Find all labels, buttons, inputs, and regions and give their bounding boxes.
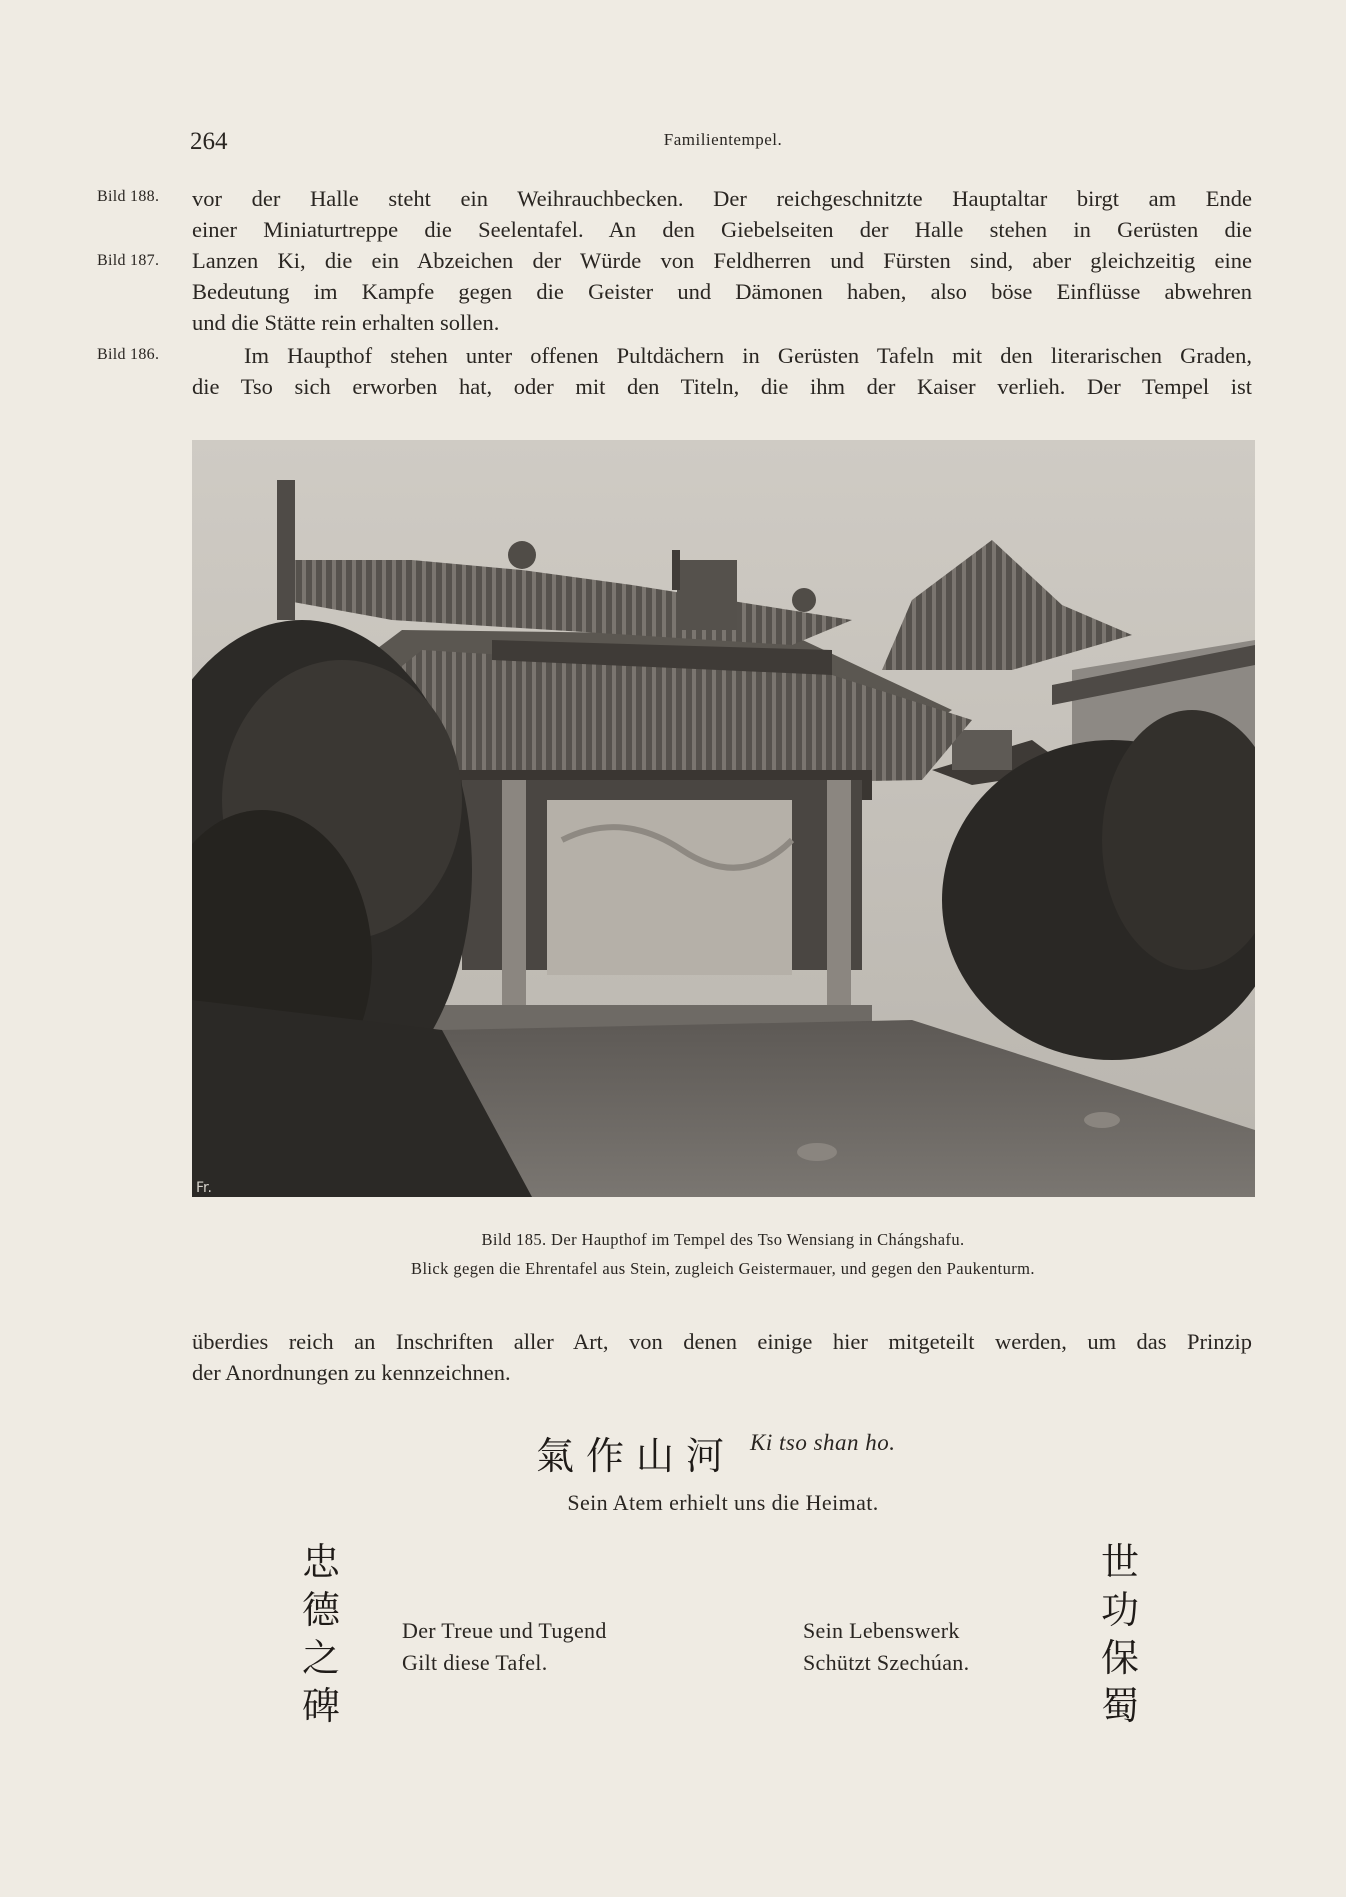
- temple-courtyard-photograph: [192, 440, 1255, 1197]
- inscription-right-verse: [803, 1615, 969, 1679]
- chinese-char: 世: [1100, 1540, 1139, 1584]
- figure-caption-line-2: Blick gegen die Ehrentafel aus Stein, zugleich Geistermauer, und gegen den Paukenturm.: [411, 1259, 1035, 1278]
- paragraph-1: [192, 183, 1252, 338]
- chinese-char: 保: [1100, 1636, 1139, 1680]
- chinese-char: 功: [1100, 1588, 1139, 1632]
- inscription-romanization: Ki tso shan ho.: [750, 1430, 896, 1455]
- inscription-chinese: 氣作山河: [536, 1434, 737, 1478]
- photo-mark: Fr.: [196, 1180, 212, 1196]
- paragraph-2: [192, 340, 1252, 402]
- text-line: Bedeutung im Kampfe gegen die Geister und Dämonen haben, also böse Einflüsse abwehren: [192, 279, 1252, 304]
- margin-note-bild-187: Bild 187.: [97, 252, 160, 269]
- figure-caption-line-1: Bild 185. Der Haupthof im Tempel des Tso Wensiang in Chángshafu.: [481, 1230, 965, 1249]
- verse-line: Sein Lebenswerk: [803, 1618, 960, 1643]
- running-title: Familientempel.: [663, 130, 783, 149]
- inscription-left-chinese: [296, 1538, 346, 1730]
- text-line: und die Stätte rein erhalten sollen.: [192, 310, 500, 335]
- margin-note-bild-186: Bild 186.: [97, 346, 160, 363]
- text-line: der Anordnungen zu kennzeichnen.: [192, 1360, 511, 1385]
- inscription-right-chinese: [1095, 1538, 1145, 1730]
- page-number: 264: [190, 128, 228, 155]
- margin-note-bild-188: Bild 188.: [97, 188, 160, 205]
- verse-line: Gilt diese Tafel.: [402, 1650, 548, 1675]
- chinese-char: 忠: [301, 1540, 340, 1584]
- text-line: vor der Halle steht ein Weihrauchbecken. Der reichgeschnitzte Hauptaltar birgt am Ende: [192, 186, 1252, 211]
- photo-illustration: [192, 440, 1255, 1197]
- verse-line: Der Treue und Tugend: [402, 1618, 607, 1643]
- text-line: überdies reich an Inschriften aller Art, von denen einige hier mitgeteilt werden, um das Prinzip: [192, 1329, 1252, 1354]
- chinese-char: 蜀: [1100, 1684, 1139, 1728]
- chinese-char: 德: [301, 1588, 340, 1632]
- text-line: Im Haupthof stehen unter offenen Pultdächern in Gerüsten Tafeln mit den literarischen Graden,: [244, 343, 1252, 368]
- text-line: Lanzen Ki, die ein Abzeichen der Würde von Feldherren und Fürsten sind, aber gleichzeitig eine: [192, 248, 1252, 273]
- chinese-char: 碑: [301, 1684, 340, 1728]
- chinese-char: 之: [301, 1636, 340, 1680]
- paragraph-3: [192, 1326, 1252, 1388]
- inscription-translation: Sein Atem erhielt uns die Heimat.: [567, 1490, 879, 1515]
- verse-line: Schützt Szechúan.: [803, 1650, 970, 1675]
- inscription-left-verse: [402, 1615, 607, 1679]
- text-line: einer Miniaturtreppe die Seelentafel. An den Giebelseiten der Halle stehen in Gerüsten die: [192, 217, 1252, 242]
- text-line: die Tso sich erworben hat, oder mit den Titeln, die ihm der Kaiser verlieh. Der Tempel ist: [192, 374, 1252, 399]
